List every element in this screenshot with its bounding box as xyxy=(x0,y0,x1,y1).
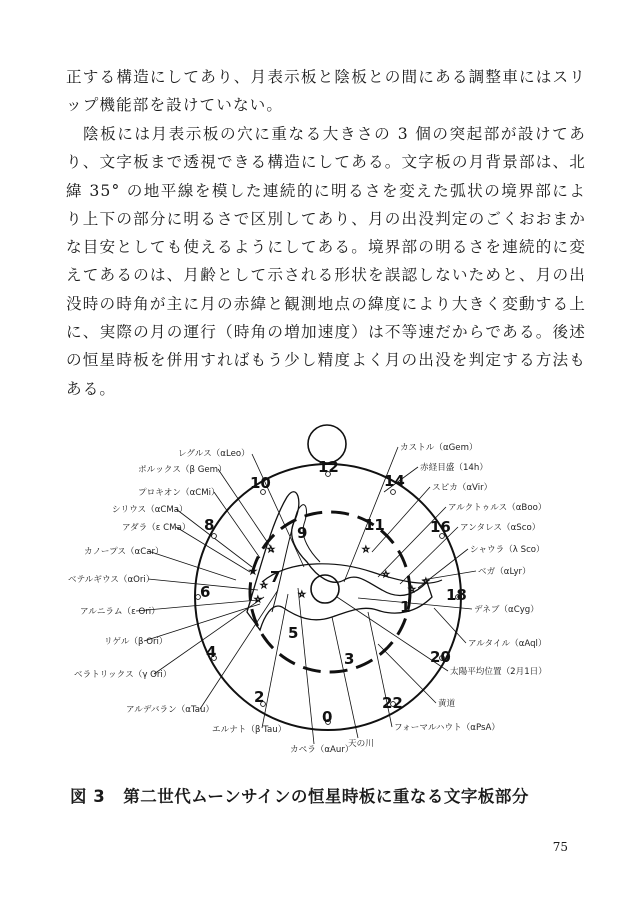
hour-number-20: 20 xyxy=(430,648,451,666)
star-icon: ☆ xyxy=(362,545,370,555)
figure-number: 図 3 xyxy=(70,787,106,806)
star-icon: ☆ xyxy=(267,545,275,555)
hour-number-8: 8 xyxy=(204,516,215,534)
hour-dots xyxy=(196,472,461,725)
label-shaula: シャウラ（λ Sco） xyxy=(470,545,545,555)
label-spica: スピカ（αVir） xyxy=(432,483,493,493)
outer-dial-ring xyxy=(195,464,461,730)
label-alnilam: アルニラム（ε Ori） xyxy=(80,607,160,617)
hour-number-18: 18 xyxy=(446,586,467,604)
page-number: 75 xyxy=(552,840,568,854)
label-aldebaran: アルデバラン（αTau） xyxy=(126,705,215,715)
star-icon: ☆ xyxy=(408,585,416,595)
inner-number-3: 3 xyxy=(344,650,355,668)
dial-diagram xyxy=(68,412,592,764)
inner-number-5: 5 xyxy=(288,624,299,642)
inner-number-7: 7 xyxy=(270,568,281,586)
label-fomalhaut: フォーマルハウト（αPsA） xyxy=(394,723,500,733)
sidereal-dial-figure xyxy=(68,412,592,764)
label-bellatrix: ベラトリックス（γ Ori） xyxy=(74,670,172,680)
label-altair: アルタイル（αAql） xyxy=(468,639,547,649)
label-deneb: デネブ（αCyg） xyxy=(474,605,539,615)
label-vega: ベガ（αLyr） xyxy=(478,567,531,577)
hour-number-4: 4 xyxy=(206,643,217,661)
label-ecliptic: 黄道 xyxy=(438,699,456,709)
star-icon: ☆ xyxy=(254,595,262,605)
hour-number-0: 0 xyxy=(322,708,333,726)
label-sun-position: 太陽平均位置（2月1日） xyxy=(450,667,547,677)
hour-number-12: 12 xyxy=(318,458,339,476)
body-paragraph-1: 正する構造にしてあり、月表示板と陰板との間にある調整車にはスリップ機能部を設けていない。 xyxy=(66,68,586,115)
figure-caption-text: 第二世代ムーンサインの恒星時板に重なる文字板部分 xyxy=(123,787,529,806)
label-milky-way: 天の川 xyxy=(348,739,374,749)
label-betelgeuse: ベテルギウス（αOri） xyxy=(68,575,155,585)
label-canopus: カノープス（αCar） xyxy=(84,547,164,557)
hour-number-22: 22 xyxy=(382,694,403,712)
label-capella: カペラ（αAur） xyxy=(290,745,354,755)
hour-number-14: 14 xyxy=(384,472,405,490)
inner-number-9: 9 xyxy=(297,524,308,542)
hour-number-2: 2 xyxy=(254,688,265,706)
inner-number-1: 1 xyxy=(400,598,411,616)
star-icon: ☆ xyxy=(260,581,268,591)
star-icon: ☆ xyxy=(298,590,306,600)
label-castor: カストル（αGem） xyxy=(400,443,478,453)
figure-caption xyxy=(70,783,580,807)
ecliptic-line xyxy=(262,564,442,583)
star-icon: ☆ xyxy=(382,570,390,580)
label-sirius: シリウス（αCMa） xyxy=(112,505,188,515)
inner-number-11: 11 xyxy=(364,516,385,534)
label-pollux: ポルックス（β Gem） xyxy=(138,465,227,475)
hour-number-6: 6 xyxy=(200,583,211,601)
label-ra-scale: 赤経目盛（14h） xyxy=(420,463,488,473)
star-icon: ☆ xyxy=(249,567,257,577)
label-antares: アンタレス（αSco） xyxy=(460,523,541,533)
star-icon: ☆ xyxy=(422,577,430,587)
body-paragraph-2: 陰板には月表示板の穴に重なる大きさの 3 個の突起部が設けてあり、文字板まで透視できる構造にしてある。文字板の月背景部は、北緯 35° の地平線を模した連続的に明るさを変えた弧状の境界部により上下の部分に明るさで区別してあり、月の出没判定のごくおおまかな目安としても使えるようにしてある。境界部の明るさを連続的に変えてあるのは、月齢として示される形状を誤認しないためと、月の出没時の時角が主に月の赤緯と観測地点の緯度により大きく変動する上に、実際の月の運行（時角の増加速度）は不等速だからである。後述の恒星時板を併用すればもう少し精度よく月の出没を判定する方法もある。 xyxy=(66,125,586,398)
label-rigel: リゲル（β Ori） xyxy=(104,637,168,647)
label-elnath: エルナト（β Tau） xyxy=(212,725,287,735)
label-procyon: プロキオン（αCMi） xyxy=(138,488,220,498)
hour-number-10: 10 xyxy=(250,474,271,492)
hour-number-16: 16 xyxy=(430,518,451,536)
label-regulus: レグルス（αLeo） xyxy=(178,449,250,459)
label-arcturus: アルクトゥルス（αBoo） xyxy=(448,503,547,513)
label-adhara: アダラ（ε CMa） xyxy=(122,523,191,533)
